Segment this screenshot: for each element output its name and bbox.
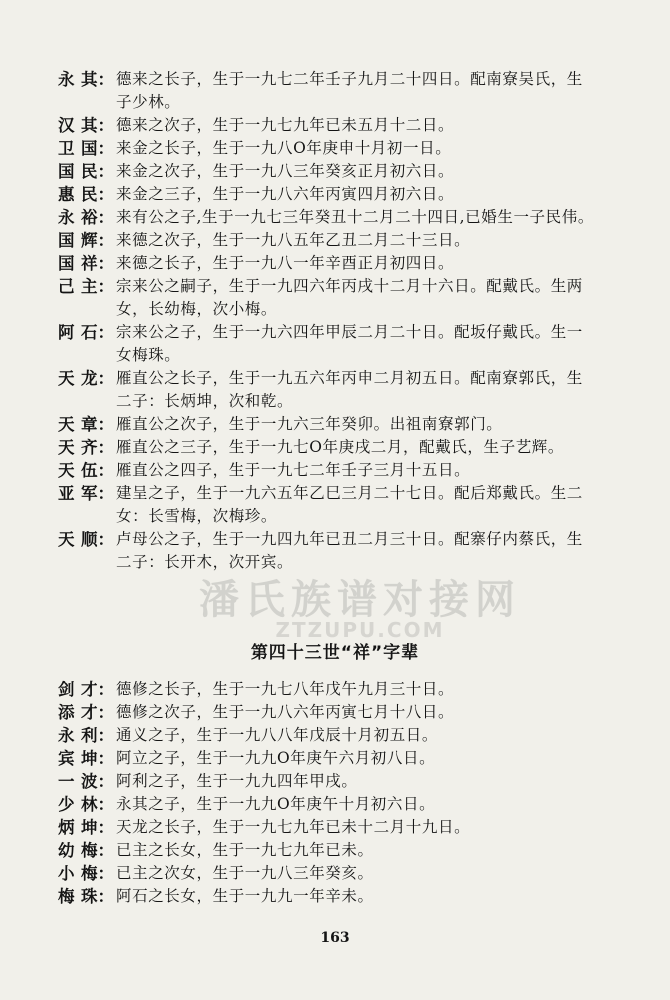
entry-name: 添 才： — [58, 703, 114, 722]
entry-desc: 卢母公之子，生于一九四九年已丑二月三十日。配寨仔内蔡氏，生 二子：长开木，次开宾。 — [116, 530, 583, 571]
entry-row — [58, 114, 628, 137]
entry-desc: 来金之三子，生于一九八六年丙寅四月初六日。 — [116, 185, 455, 203]
entry-desc: 来有公之子,生于一九七三年癸丑十二月二十四日,已婚生一子民伟。 — [116, 208, 594, 226]
entry-name: 亚 军： — [58, 484, 114, 503]
entry-desc: 阿立之子，生于一九九O年庚午六月初八日。 — [116, 749, 436, 767]
entry-row — [58, 678, 628, 701]
entry-desc: 德来之次子，生于一九七九年已未五月十二日。 — [116, 116, 455, 134]
entry-row — [58, 229, 628, 252]
entry-row — [58, 459, 628, 482]
entry-name: 天 章： — [58, 415, 114, 434]
entry-desc: 来德之次子，生于一九八五年乙丑二月二十三日。 — [116, 231, 471, 249]
entry-row — [58, 885, 628, 908]
entry-row — [58, 321, 628, 367]
entries-top — [58, 68, 628, 574]
entry-row — [58, 793, 628, 816]
entry-row — [58, 436, 628, 459]
entries-bottom — [58, 678, 628, 908]
page-number: 163 — [320, 930, 350, 946]
entry-row — [58, 724, 628, 747]
entry-name: 炳 坤： — [58, 818, 114, 837]
section-title: 第四十三世“祥”字辈 — [250, 643, 420, 663]
entry-name: 天 龙： — [58, 369, 114, 388]
entry-name: 天 顺： — [58, 530, 114, 549]
entry-name: 己 主： — [58, 277, 114, 296]
entry-row — [58, 183, 628, 206]
entry-row — [58, 816, 628, 839]
entry-name: 剑 才： — [58, 680, 114, 699]
entry-desc: 来德之长子，生于一九八一年辛酉正月初四日。 — [116, 254, 455, 272]
watermark-url: ZTZUPU.COM — [275, 618, 445, 642]
entry-name: 永 裕： — [58, 208, 114, 227]
entry-row — [58, 367, 628, 413]
entry-row — [58, 770, 628, 793]
entry-desc: 已主之长女，生于一九七九年已未。 — [116, 841, 374, 859]
entry-desc: 已主之次女，生于一九八三年癸亥。 — [116, 864, 374, 882]
entry-desc: 德修之长子，生于一九七八年戊午九月三十日。 — [116, 680, 455, 698]
entry-desc: 德修之次子，生于一九八六年丙寅七月十八日。 — [116, 703, 455, 721]
entry-name: 天 齐： — [58, 438, 114, 457]
entry-row — [58, 747, 628, 770]
entry-desc: 来金之次子，生于一九八三年癸亥正月初六日。 — [116, 162, 455, 180]
watermark: 潘氏族谱对接网 — [199, 577, 521, 623]
entry-row — [58, 275, 628, 321]
entry-desc: 来金之长子，生于一九八O年庚申十月初一日。 — [116, 139, 452, 157]
entry-desc: 阿利之子，生于一九九四年甲戌。 — [116, 772, 358, 790]
entry-name: 惠 民： — [58, 185, 114, 204]
entry-name: 一 波： — [58, 772, 114, 791]
entry-name: 梅 珠： — [58, 887, 114, 906]
entry-name: 天 伍： — [58, 461, 114, 480]
entry-desc: 通义之子，生于一九八八年戊辰十月初五日。 — [116, 726, 439, 744]
entry-desc: 雁直公之长子，生于一九五六年丙申二月初五日。配南寮郭氏，生 二子：长炳坤，次和乾。 — [116, 369, 583, 410]
entry-name: 小 梅： — [58, 864, 114, 883]
entry-name: 国 民： — [58, 162, 114, 181]
entry-row — [58, 839, 628, 862]
entry-desc: 建呈之子，生于一九六五年乙巳三月二十七日。配后郑戴氏。生二 女：长雪梅，次梅珍。 — [116, 484, 583, 525]
entry-desc: 雁直公之四子，生于一九七二年壬子三月十五日。 — [116, 461, 471, 479]
entry-name: 卫 国： — [58, 139, 114, 158]
entry-row — [58, 160, 628, 183]
entry-name: 国 辉： — [58, 231, 114, 250]
entry-name: 汉 其： — [58, 116, 114, 135]
entry-desc: 阿石之长女，生于一九九一年辛未。 — [116, 887, 374, 905]
entry-name: 少 林： — [58, 795, 114, 814]
entry-row — [58, 206, 628, 229]
entry-name: 国 祥： — [58, 254, 114, 273]
entry-name: 幼 梅： — [58, 841, 114, 860]
entry-row — [58, 413, 628, 436]
entry-row — [58, 701, 628, 724]
entry-row — [58, 528, 628, 574]
entry-row — [58, 68, 628, 114]
entry-row — [58, 482, 628, 528]
entry-desc: 宗来公之子，生于一九六四年甲辰二月二十日。配坂仔戴氏。生一 女梅珠。 — [116, 323, 583, 364]
entry-desc: 宗来公之嗣子，生于一九四六年丙戌十二月十六日。配戴氏。生两 女，长幼梅，次小梅。 — [116, 277, 583, 318]
entry-name: 阿 石： — [58, 323, 114, 342]
entry-row — [58, 137, 628, 160]
entry-name: 宾 坤： — [58, 749, 114, 768]
entry-desc: 雁直公之三子，生于一九七O年庚戌二月，配戴氏，生子艺辉。 — [116, 438, 565, 456]
entry-row — [58, 252, 628, 275]
entry-row — [58, 862, 628, 885]
entry-desc: 德来之长子，生于一九七二年壬子九月二十四日。配南寮吴氏，生 子少林。 — [116, 70, 583, 111]
entry-desc: 雁直公之次子，生于一九六三年癸卯。出祖南寮郭门。 — [116, 415, 503, 433]
entry-desc: 天龙之长子，生于一九七九年已未十二月十九日。 — [116, 818, 471, 836]
entry-name: 永 利： — [58, 726, 114, 745]
entry-desc: 永其之子，生于一九九O年庚午十月初六日。 — [116, 795, 436, 813]
entry-name: 永 其： — [58, 70, 114, 89]
